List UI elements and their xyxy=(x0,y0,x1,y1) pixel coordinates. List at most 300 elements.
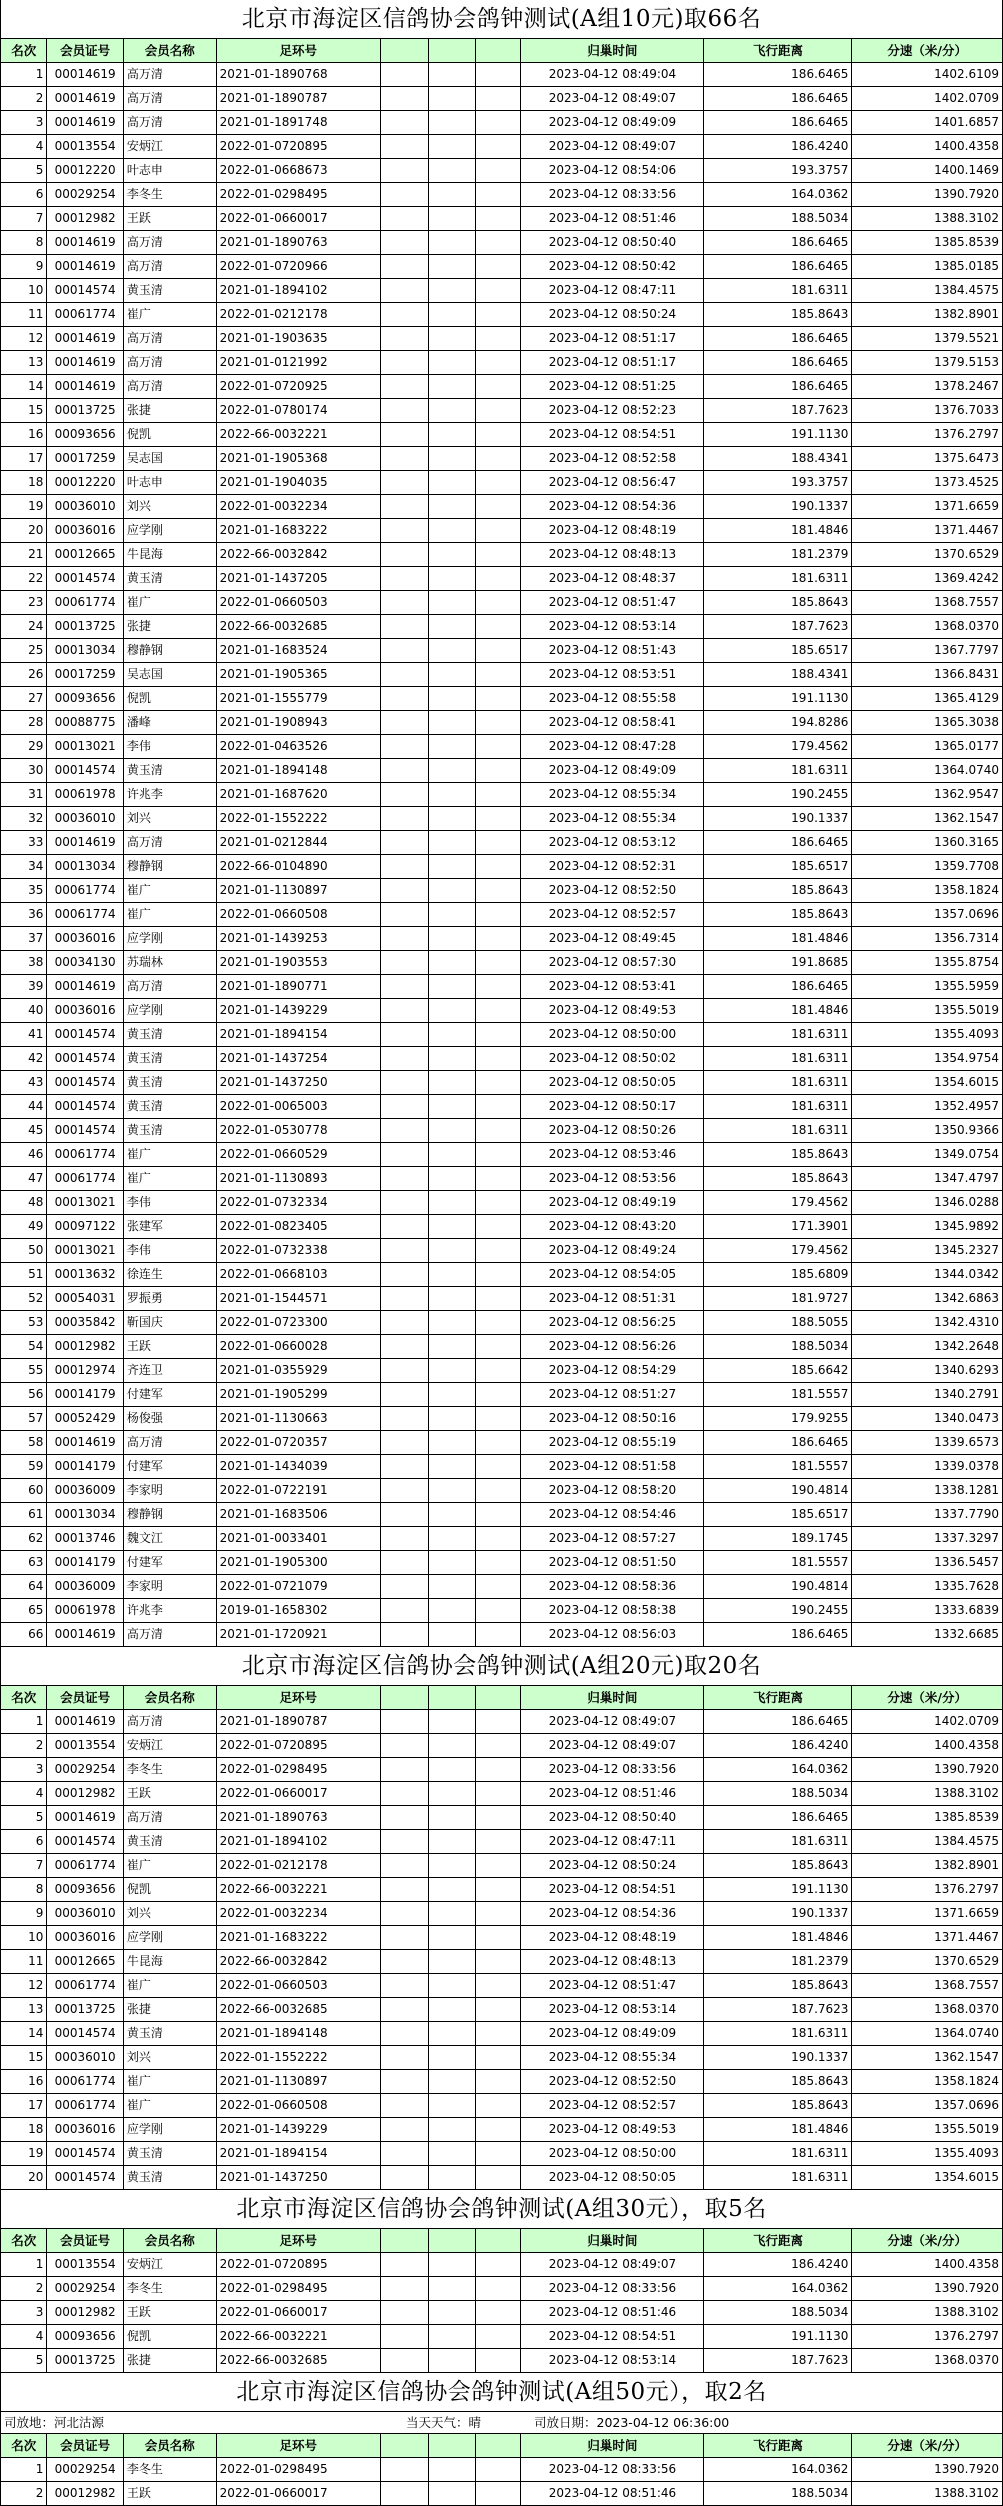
table-cell: 00036016 xyxy=(47,999,123,1023)
table-cell: 185.8643 xyxy=(704,1854,852,1878)
table-cell xyxy=(476,1854,521,1878)
table-row xyxy=(1,2070,1003,2094)
table-cell xyxy=(428,279,476,303)
table-cell: 2023-04-12 08:51:46 xyxy=(521,1782,704,1806)
table-cell: 18 xyxy=(1,2118,47,2142)
table-cell: 38 xyxy=(1,951,47,975)
column-header: 飞行距离 xyxy=(704,39,852,63)
table-cell: 2023-04-12 08:54:29 xyxy=(521,1359,704,1383)
table-cell: 王跃 xyxy=(123,1782,216,1806)
table-cell xyxy=(428,423,476,447)
table-cell: 2023-04-12 08:50:24 xyxy=(521,303,704,327)
table-row xyxy=(1,1047,1003,1071)
table-cell: 00036016 xyxy=(47,519,123,543)
table-cell: 9 xyxy=(1,1902,47,1926)
table-cell: 2023-04-12 08:52:50 xyxy=(521,2070,704,2094)
table-cell: 齐连卫 xyxy=(123,1359,216,1383)
table-row xyxy=(1,2277,1003,2301)
table-cell xyxy=(476,2022,521,2046)
table-cell xyxy=(476,1071,521,1095)
table-cell: 吴志国 xyxy=(123,663,216,687)
table-cell xyxy=(380,831,428,855)
table-cell: 188.5034 xyxy=(704,207,852,231)
table-cell xyxy=(476,231,521,255)
table-cell: 2022-01-0032234 xyxy=(216,495,380,519)
table-cell: 2023-04-12 08:53:14 xyxy=(521,1998,704,2022)
table-cell: 2023-04-12 08:49:45 xyxy=(521,927,704,951)
table-cell xyxy=(380,1854,428,1878)
table-cell xyxy=(428,1239,476,1263)
table-cell: 罗振勇 xyxy=(123,1287,216,1311)
table-cell: 2021-01-1683506 xyxy=(216,1503,380,1527)
table-cell: 2023-04-12 08:52:50 xyxy=(521,879,704,903)
table-cell xyxy=(476,807,521,831)
table-cell: 2022-66-0032685 xyxy=(216,1998,380,2022)
table-cell: 1366.8431 xyxy=(852,663,1003,687)
table-row xyxy=(1,1479,1003,1503)
table-cell xyxy=(476,783,521,807)
table-cell: 2022-01-0660017 xyxy=(216,1782,380,1806)
table-cell: 00013021 xyxy=(47,735,123,759)
table-cell xyxy=(476,759,521,783)
table-cell xyxy=(476,2142,521,2166)
table-cell: 1367.7797 xyxy=(852,639,1003,663)
table-cell xyxy=(476,1215,521,1239)
table-cell: 牛昆海 xyxy=(123,543,216,567)
table-cell xyxy=(476,1479,521,1503)
table-cell xyxy=(428,111,476,135)
table-cell: 2021-01-1890763 xyxy=(216,231,380,255)
table-cell: 2022-01-0668673 xyxy=(216,159,380,183)
table-cell: 2023-04-12 08:50:16 xyxy=(521,1407,704,1431)
table-cell: 00012974 xyxy=(47,1359,123,1383)
table-cell: 00036016 xyxy=(47,927,123,951)
table-cell: 3 xyxy=(1,1758,47,1782)
table-cell xyxy=(428,63,476,87)
table-cell: 1390.7920 xyxy=(852,183,1003,207)
table-cell: 179.4562 xyxy=(704,735,852,759)
table-row xyxy=(1,1734,1003,1758)
table-cell xyxy=(428,1263,476,1287)
table-cell: 2022-01-0660017 xyxy=(216,207,380,231)
table-row xyxy=(1,1623,1003,1647)
table-cell: 2023-04-12 08:48:13 xyxy=(521,1950,704,1974)
table-cell: 1362.1547 xyxy=(852,2046,1003,2070)
table-cell: 40 xyxy=(1,999,47,1023)
table-cell: 黄玉清 xyxy=(123,2142,216,2166)
table-cell: 2023-04-12 08:54:46 xyxy=(521,1503,704,1527)
column-header: 会员证号 xyxy=(47,39,123,63)
table-cell: 00036010 xyxy=(47,495,123,519)
table-cell: 2021-01-1130893 xyxy=(216,1167,380,1191)
column-header: 会员名称 xyxy=(123,2434,216,2458)
table-cell: 66 xyxy=(1,1623,47,1647)
table-cell: 李冬生 xyxy=(123,183,216,207)
table-cell xyxy=(428,2253,476,2277)
table-cell xyxy=(380,1335,428,1359)
table-cell: 1344.0342 xyxy=(852,1263,1003,1287)
table-cell xyxy=(428,831,476,855)
table-cell: 00017259 xyxy=(47,663,123,687)
table-cell xyxy=(428,1926,476,1950)
table-cell xyxy=(428,1806,476,1830)
table-cell xyxy=(476,711,521,735)
table-cell: 2023-04-12 08:52:58 xyxy=(521,447,704,471)
table-cell: 181.6311 xyxy=(704,2166,852,2190)
table-cell xyxy=(380,855,428,879)
table-cell: 00014619 xyxy=(47,975,123,999)
table-cell xyxy=(428,399,476,423)
table-cell: 00014574 xyxy=(47,1119,123,1143)
table-cell xyxy=(428,1335,476,1359)
table-cell xyxy=(476,687,521,711)
table-cell: 00036010 xyxy=(47,807,123,831)
table-cell xyxy=(428,2046,476,2070)
table-cell xyxy=(428,711,476,735)
table-cell: 1388.3102 xyxy=(852,1782,1003,1806)
table-cell xyxy=(380,399,428,423)
table-cell xyxy=(476,2482,521,2506)
table-cell: 2023-04-12 08:51:46 xyxy=(521,2482,704,2506)
table-cell xyxy=(380,1359,428,1383)
table-cell xyxy=(380,111,428,135)
table-cell xyxy=(476,279,521,303)
table-cell xyxy=(380,303,428,327)
table-cell: 张捷 xyxy=(123,615,216,639)
table-cell: 45 xyxy=(1,1119,47,1143)
table-cell xyxy=(380,519,428,543)
table-cell: 1385.8539 xyxy=(852,231,1003,255)
table-cell: 2023-04-12 08:52:57 xyxy=(521,903,704,927)
table-cell: 1355.4093 xyxy=(852,1023,1003,1047)
table-cell: 2021-01-1904035 xyxy=(216,471,380,495)
table-cell: 186.6465 xyxy=(704,111,852,135)
table-cell: 2022-01-0823405 xyxy=(216,1215,380,1239)
table-cell: 许兆李 xyxy=(123,783,216,807)
table-cell xyxy=(380,351,428,375)
table-cell: 2022-01-0660508 xyxy=(216,903,380,927)
table-cell: 179.4562 xyxy=(704,1191,852,1215)
table-cell: 1400.4358 xyxy=(852,2253,1003,2277)
table-row xyxy=(1,975,1003,999)
table-cell: 2023-04-12 08:56:47 xyxy=(521,471,704,495)
table-cell: 16 xyxy=(1,423,47,447)
table-cell xyxy=(476,903,521,927)
table-cell xyxy=(428,471,476,495)
table-cell: 50 xyxy=(1,1239,47,1263)
table-cell: 2021-01-1437250 xyxy=(216,1071,380,1095)
table-row xyxy=(1,591,1003,615)
table-cell xyxy=(476,471,521,495)
table-cell xyxy=(428,1710,476,1734)
table-cell: 1339.0378 xyxy=(852,1455,1003,1479)
table-cell: 2023-04-12 08:49:24 xyxy=(521,1239,704,1263)
table-cell xyxy=(380,1758,428,1782)
results-table xyxy=(0,2433,1003,2506)
section-title: 北京市海淀区信鸽协会鸽钟测试(A组30元），取5名 xyxy=(0,2190,1003,2228)
table-cell xyxy=(428,1734,476,1758)
table-cell: 2023-04-12 08:58:41 xyxy=(521,711,704,735)
table-row xyxy=(1,2458,1003,2482)
table-cell: 00013725 xyxy=(47,615,123,639)
table-cell: 2023-04-12 08:54:51 xyxy=(521,423,704,447)
table-cell xyxy=(380,183,428,207)
table-cell xyxy=(476,2301,521,2325)
table-cell: 56 xyxy=(1,1383,47,1407)
table-cell: 2023-04-12 08:52:23 xyxy=(521,399,704,423)
table-cell: 181.6311 xyxy=(704,2022,852,2046)
table-cell: 30 xyxy=(1,759,47,783)
table-cell: 9 xyxy=(1,255,47,279)
table-cell xyxy=(476,927,521,951)
table-cell xyxy=(476,2070,521,2094)
table-cell xyxy=(428,1479,476,1503)
table-cell xyxy=(380,447,428,471)
table-cell: 2022-01-0720357 xyxy=(216,1431,380,1455)
table-cell: 2023-04-12 08:56:25 xyxy=(521,1311,704,1335)
table-cell: 2023-04-12 08:49:53 xyxy=(521,999,704,1023)
table-cell: 高万清 xyxy=(123,831,216,855)
table-cell: 1371.4467 xyxy=(852,1926,1003,1950)
table-cell: 2 xyxy=(1,1734,47,1758)
table-row xyxy=(1,1263,1003,1287)
table-row xyxy=(1,2253,1003,2277)
table-cell: 181.6311 xyxy=(704,2142,852,2166)
table-cell: 25 xyxy=(1,639,47,663)
table-cell: 1347.4797 xyxy=(852,1167,1003,1191)
table-cell: 2023-04-12 08:43:20 xyxy=(521,1215,704,1239)
table-cell: 1376.2797 xyxy=(852,1878,1003,1902)
table-cell: 1339.6573 xyxy=(852,1431,1003,1455)
table-cell: 185.6809 xyxy=(704,1263,852,1287)
header-row xyxy=(1,1686,1003,1710)
table-row xyxy=(1,543,1003,567)
table-cell xyxy=(380,2022,428,2046)
table-cell: 王跃 xyxy=(123,207,216,231)
table-cell: 2021-01-1437254 xyxy=(216,1047,380,1071)
table-cell: 58 xyxy=(1,1431,47,1455)
table-cell: 186.6465 xyxy=(704,231,852,255)
table-cell: 188.4341 xyxy=(704,663,852,687)
table-row xyxy=(1,1782,1003,1806)
table-cell xyxy=(476,1902,521,1926)
table-cell: 张捷 xyxy=(123,1998,216,2022)
table-cell: 00036010 xyxy=(47,1902,123,1926)
table-row xyxy=(1,1311,1003,1335)
table-row xyxy=(1,471,1003,495)
table-cell: 2022-01-0668103 xyxy=(216,1263,380,1287)
table-cell: 黄玉清 xyxy=(123,567,216,591)
table-cell xyxy=(428,759,476,783)
table-cell: 2023-04-12 08:49:07 xyxy=(521,87,704,111)
table-cell xyxy=(428,1143,476,1167)
table-cell: 190.2455 xyxy=(704,783,852,807)
table-cell: 李伟 xyxy=(123,1239,216,1263)
table-row xyxy=(1,1830,1003,1854)
table-cell xyxy=(380,1734,428,1758)
table-cell xyxy=(476,63,521,87)
table-cell: 00012982 xyxy=(47,2301,123,2325)
table-row xyxy=(1,423,1003,447)
table-cell xyxy=(428,783,476,807)
column-header xyxy=(476,39,521,63)
table-cell: 魏文江 xyxy=(123,1527,216,1551)
table-cell xyxy=(380,1551,428,1575)
table-cell: 高万清 xyxy=(123,975,216,999)
table-cell: 穆静钢 xyxy=(123,1503,216,1527)
table-cell: 00061774 xyxy=(47,303,123,327)
table-cell: 2023-04-12 08:49:09 xyxy=(521,759,704,783)
table-cell: 190.1337 xyxy=(704,807,852,831)
table-cell: 1355.5019 xyxy=(852,2118,1003,2142)
table-cell: 2021-01-1683222 xyxy=(216,519,380,543)
table-cell: 2023-04-12 08:53:41 xyxy=(521,975,704,999)
table-cell xyxy=(380,1926,428,1950)
table-cell: 7 xyxy=(1,207,47,231)
table-cell: 1333.6839 xyxy=(852,1599,1003,1623)
table-cell xyxy=(380,1806,428,1830)
table-cell: 14 xyxy=(1,2022,47,2046)
table-cell: 17 xyxy=(1,2094,47,2118)
table-cell: 2023-04-12 08:51:31 xyxy=(521,1287,704,1311)
table-cell: 高万清 xyxy=(123,87,216,111)
table-cell xyxy=(380,975,428,999)
header-row xyxy=(1,2229,1003,2253)
table-cell: 31 xyxy=(1,783,47,807)
table-cell xyxy=(476,1974,521,1998)
table-cell: 2022-01-0780174 xyxy=(216,399,380,423)
table-cell: 00014574 xyxy=(47,279,123,303)
table-cell: 1354.6015 xyxy=(852,2166,1003,2190)
table-cell xyxy=(428,2142,476,2166)
table-cell: 181.4846 xyxy=(704,1926,852,1950)
table-cell xyxy=(476,1431,521,1455)
table-cell: 2023-04-12 08:55:34 xyxy=(521,2046,704,2070)
table-cell: 徐连生 xyxy=(123,1263,216,1287)
table-cell: 5 xyxy=(1,2349,47,2373)
table-cell: 2023-04-12 08:53:14 xyxy=(521,615,704,639)
table-cell: 24 xyxy=(1,615,47,639)
column-header: 会员证号 xyxy=(47,2434,123,2458)
table-cell: 2021-01-0355929 xyxy=(216,1359,380,1383)
table-cell: 2022-01-0723300 xyxy=(216,1311,380,1335)
table-cell: 2023-04-12 08:50:05 xyxy=(521,2166,704,2190)
table-cell: 高万清 xyxy=(123,1806,216,1830)
table-cell xyxy=(380,255,428,279)
table-cell xyxy=(428,2094,476,2118)
table-cell xyxy=(380,783,428,807)
table-cell: 00013725 xyxy=(47,2349,123,2373)
table-cell: 181.2379 xyxy=(704,543,852,567)
table-cell: 185.8643 xyxy=(704,303,852,327)
table-cell xyxy=(428,2277,476,2301)
table-cell: 00013725 xyxy=(47,1998,123,2022)
table-cell xyxy=(476,87,521,111)
table-cell xyxy=(380,1143,428,1167)
table-cell: 6 xyxy=(1,183,47,207)
table-cell: 倪凯 xyxy=(123,423,216,447)
table-cell: 应学刚 xyxy=(123,1926,216,1950)
table-cell: 2021-01-1555779 xyxy=(216,687,380,711)
table-cell: 11 xyxy=(1,1950,47,1974)
table-cell xyxy=(476,735,521,759)
column-header: 会员名称 xyxy=(123,39,216,63)
table-cell: 倪凯 xyxy=(123,687,216,711)
table-cell: 2021-01-1683222 xyxy=(216,1926,380,1950)
table-cell: 00014574 xyxy=(47,1023,123,1047)
table-cell: 61 xyxy=(1,1503,47,1527)
table-cell: 23 xyxy=(1,591,47,615)
table-cell: 00014574 xyxy=(47,2166,123,2190)
table-cell xyxy=(476,855,521,879)
table-cell: 36 xyxy=(1,903,47,927)
table-cell: 1382.8901 xyxy=(852,1854,1003,1878)
table-cell: 2023-04-12 08:51:25 xyxy=(521,375,704,399)
table-cell xyxy=(428,1974,476,1998)
table-cell: 00061774 xyxy=(47,2094,123,2118)
column-header: 足环号 xyxy=(216,2229,380,2253)
table-cell xyxy=(428,1854,476,1878)
table-cell xyxy=(476,423,521,447)
table-row xyxy=(1,999,1003,1023)
table-row xyxy=(1,2482,1003,2506)
column-header: 归巢时间 xyxy=(521,2229,704,2253)
column-header: 名次 xyxy=(1,1686,47,1710)
table-cell: 185.8643 xyxy=(704,1167,852,1191)
table-cell xyxy=(380,1455,428,1479)
table-cell: 2022-01-0722191 xyxy=(216,1479,380,1503)
table-row xyxy=(1,1854,1003,1878)
table-row xyxy=(1,1878,1003,1902)
table-cell: 00013034 xyxy=(47,639,123,663)
table-cell xyxy=(380,927,428,951)
table-cell: 65 xyxy=(1,1599,47,1623)
table-cell: 2022-01-0660503 xyxy=(216,591,380,615)
table-cell: 28 xyxy=(1,711,47,735)
table-cell xyxy=(428,1950,476,1974)
table-cell: 刘兴 xyxy=(123,2046,216,2070)
table-cell: 185.6517 xyxy=(704,1503,852,1527)
table-cell: 00036016 xyxy=(47,2118,123,2142)
table-cell: 2022-66-0104890 xyxy=(216,855,380,879)
table-cell: 1384.4575 xyxy=(852,1830,1003,1854)
table-row xyxy=(1,447,1003,471)
table-cell: 高万清 xyxy=(123,255,216,279)
table-cell: 2022-01-0660508 xyxy=(216,2094,380,2118)
table-cell: 1371.6659 xyxy=(852,1902,1003,1926)
table-cell: 黄玉清 xyxy=(123,759,216,783)
table-cell xyxy=(476,1023,521,1047)
table-cell: 188.5034 xyxy=(704,1782,852,1806)
table-cell: 2022-01-0720966 xyxy=(216,255,380,279)
table-cell xyxy=(380,1878,428,1902)
table-row xyxy=(1,375,1003,399)
table-cell: 2023-04-12 08:55:34 xyxy=(521,783,704,807)
table-cell: 1346.0288 xyxy=(852,1191,1003,1215)
table-cell xyxy=(380,1215,428,1239)
table-cell: 187.7623 xyxy=(704,399,852,423)
table-cell xyxy=(476,2094,521,2118)
table-cell: 叶志申 xyxy=(123,159,216,183)
table-cell xyxy=(428,1758,476,1782)
table-cell: 2022-01-0660017 xyxy=(216,2301,380,2325)
table-cell: 1364.0740 xyxy=(852,759,1003,783)
table-cell xyxy=(380,327,428,351)
table-cell: 00036016 xyxy=(47,1926,123,1950)
table-cell xyxy=(428,351,476,375)
table-cell: 1385.0185 xyxy=(852,255,1003,279)
table-cell: 00013021 xyxy=(47,1191,123,1215)
